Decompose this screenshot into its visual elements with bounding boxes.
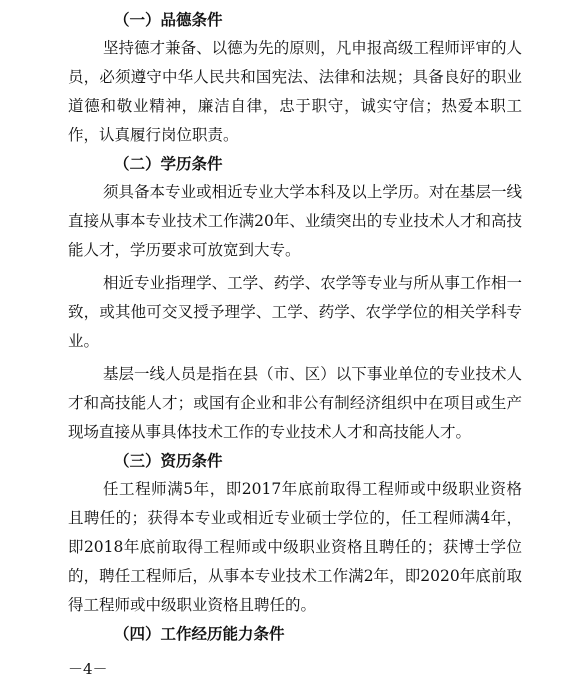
- paragraph-education-requirement: 须具备本专业或相近专业大学本科及以上学历。对在基层一线直接从事本专业技术工作满20年、业绩突出的专业技术人才和高技能人才，学历要求可放宽到大专。: [68, 183, 522, 259]
- paragraph-qualification: 任工程师满5年，即2017年底前取得工程师或中级职业资格且聘任的；获得本专业或相近专业硕士学位的，任工程师满4年，即2018年底前取得工程师或中级职业资格且聘任的；获博士学位的，聘任工程师后，从事本专业技术工作满2年，即2020年底前取得工程师或中级职业资格且聘任的。: [68, 480, 522, 614]
- paragraph-moral: 坚持德才兼备、以德为先的原则，凡申报高级工程师评审的人员，必须遵守中华人民共和国宪法、法律和法规；具备良好的职业道德和敬业精神，廉洁自律，忠于职守，诚实守信；热爱本职工作，认真履行岗位职责。: [68, 39, 522, 144]
- section-heading-education: （二）学历条件: [114, 154, 223, 173]
- section-heading-moral: （一）品德条件: [114, 10, 223, 29]
- section-heading-work-experience: （四）工作经历能力条件: [114, 624, 285, 643]
- paragraph-grassroots-definition: 基层一线人员是指在县（市、区）以下事业单位的专业技术人才和高技能人才；或国有企业和非公有制经济组织中在项目或生产现场直接从事具体技术工作的专业技术人才和高技能人才。: [68, 365, 522, 441]
- page-number: －4－: [68, 660, 108, 678]
- paragraph-related-majors: 相近专业指理学、工学、药学、农学等专业与所从事工作相一致，或其他可交叉授予理学、工学、药学、农学学位的相关学科专业。: [68, 274, 522, 350]
- document-body: [68, 6, 522, 648]
- section-heading-qualification: （三）资历条件: [114, 451, 223, 470]
